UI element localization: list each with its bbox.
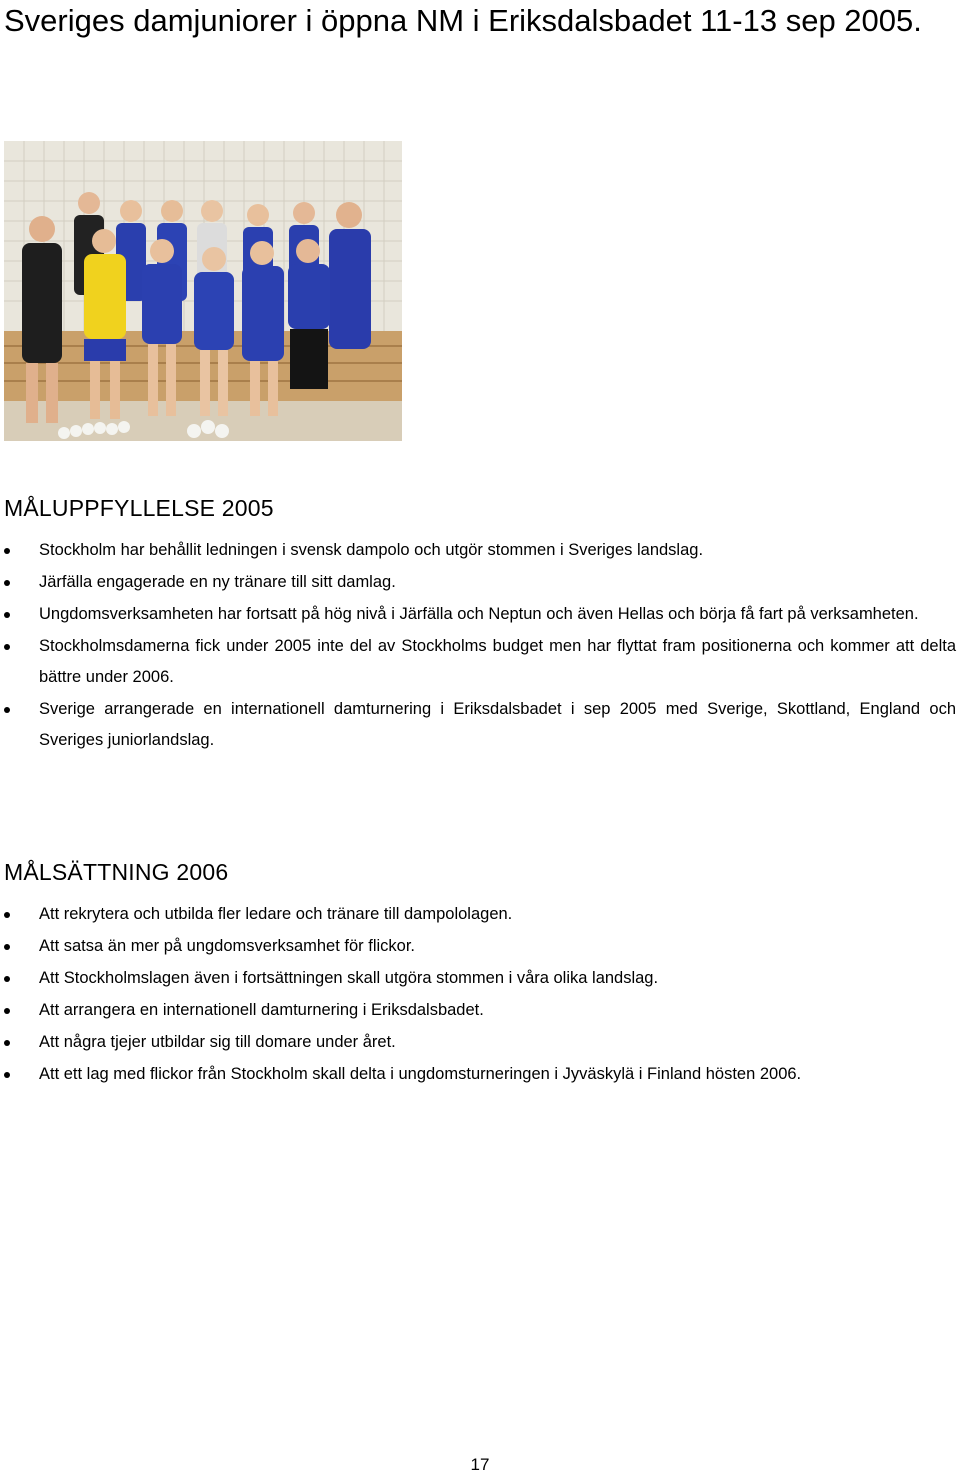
list-item	[0, 1059, 956, 1090]
maluppfyllelse-list	[0, 535, 956, 757]
bullet-icon	[4, 1040, 10, 1046]
bullet-icon	[4, 707, 10, 713]
bullet-icon	[4, 612, 10, 618]
list-item	[0, 694, 956, 756]
list-item-text: Att några tjejer utbildar sig till domare under året.	[39, 1033, 396, 1051]
bullet-icon	[4, 912, 10, 918]
list-item	[0, 567, 956, 598]
list-item-text: Att arrangera en internationell damturnering i Eriksdalsbadet.	[39, 1001, 484, 1019]
list-item	[0, 599, 956, 630]
list-item-text: Att Stockholmslagen även i fortsättningen skall utgöra stommen i våra olika landslag.	[39, 969, 659, 987]
page-number: 17	[470, 1455, 490, 1474]
section-heading-maluppfyllelse: MÅLUPPFYLLELSE 2005	[4, 495, 274, 521]
bullet-icon	[4, 548, 10, 554]
list-item	[0, 631, 956, 693]
list-item	[0, 995, 956, 1026]
list-item-text: Stockholm har behållit ledningen i svensk dampolo och utgör stommen i Sveriges landslag.	[39, 541, 704, 559]
list-item	[0, 1027, 956, 1058]
list-item-text: Att rekrytera och utbilda fler ledare och tränare till dampololagen.	[39, 905, 513, 923]
bullet-icon	[4, 944, 10, 950]
list-item	[0, 535, 956, 566]
list-item	[0, 899, 956, 930]
bullet-icon	[4, 644, 10, 650]
bullet-icon	[4, 976, 10, 982]
page-title: Sveriges damjuniorer i öppna NM i Eriksdalsbadet 11-13 sep 2005.	[4, 3, 922, 38]
list-item	[0, 963, 956, 994]
list-item-text: Ungdomsverksamheten har fortsatt på hög nivå i Järfälla och Neptun och även Hellas och börja få fart på verksamheten.	[39, 605, 919, 623]
list-item-text: Att satsa än mer på ungdomsverksamhet för flickor.	[39, 937, 415, 955]
list-item-text: Järfälla engagerade en ny tränare till sitt damlag.	[39, 573, 396, 591]
list-item-text: Stockholmsdamerna fick under 2005 inte del av Stockholms budget men har flyttat fram positionerna och kommer att delta bättre under 2006.	[39, 637, 956, 686]
bullet-icon	[4, 1072, 10, 1078]
section-heading-malsattning: MÅLSÄTTNING 2006	[4, 859, 229, 885]
list-item-text: Sverige arrangerade en internationell damturnering i Eriksdalsbadet i sep 2005 med Sverige, Skottland, England och Sveriges juniorlandslag.	[39, 700, 956, 749]
list-item	[0, 931, 956, 962]
bullet-icon	[4, 1008, 10, 1014]
malsattning-list	[0, 899, 956, 1091]
team-photo	[4, 141, 402, 441]
bullet-icon	[4, 580, 10, 586]
list-item-text: Att ett lag med flickor från Stockholm skall delta i ungdomsturneringen i Jyväskylä i Finland hösten 2006.	[39, 1065, 802, 1083]
